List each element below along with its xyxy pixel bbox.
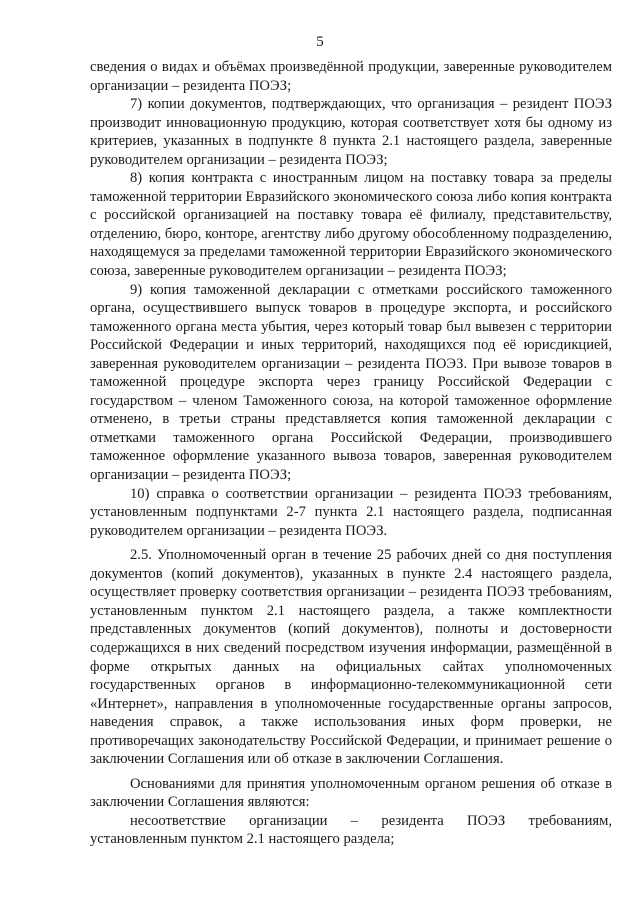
paragraph-item-9: 9) копия таможенной декларации с отметками российского таможенного органа, осуществившего выпуск товаров в процедуре экспорта, и российского таможенного органа места убытия, через который товар был вывезен с территории Российской Федерации и иных территорий, находящихся под её юрисдикцией, заверенная руководителем организации – резидента ПОЭЗ. При вывозе товаров в таможенной процедуре экспорта через границу Российской Федерации с государством – членом Таможенного союза, на которой таможенное оформление отменено, в третьи страны представляется копия таможенной декларации с отметками таможенного органа Российской Федерации, производившего таможенное оформление указанного вывоза товаров, заверенная руководителем организации – резидента ПОЭЗ; <box>90 281 612 484</box>
paragraph-section-2-5: 2.5. Уполномоченный орган в течение 25 рабочих дней со дня поступления документов (копий документов), указанных в пункте 2.4 настоящего раздела, осуществляет проверку соответствия организации – резидента ПОЭЗ требованиям, установленным пунктом 2.1 настоящего раздела, а также комплектности представленных документов (копий документов), полноты и достоверности содержащихся в них сведений посредством изучения информации, размещённой в форме открытых данных на официальных сайтах уполномоченных государственных органов в информационно-телекоммуникационной сети «Интернет», направления в уполномоченные государственные органы запросов, наведения справок, а также использования иных форм проверки, не противоречащих законодательству Российской Федерации, и принимает решение о заключении Соглашения или об отказе в заключении Соглашения. <box>90 547 612 768</box>
document-body <box>90 58 612 849</box>
page-number: 5 <box>316 34 324 50</box>
paragraph-continuation: сведения о видах и объёмах произведённой продукции, заверенные руководителем организации – резидента ПОЭЗ; <box>90 59 612 94</box>
paragraph-refusal-grounds: Основаниями для принятия уполномоченным органом решения об отказе в заключении Соглашения являются: <box>90 775 612 811</box>
paragraph-refusal-item: несоответствие организации – резидента ПОЭЗ требованиям, установленным пунктом 2.1 настоящего раздела; <box>90 812 612 848</box>
paragraph-item-10: 10) справка о соответствии организации – резидента ПОЭЗ требованиям, установленным подпунктами 2-7 пункта 2.1 настоящего раздела, подписанная руководителем организации – резидента ПОЭЗ. <box>90 485 612 539</box>
paragraph-item-7: 7) копии документов, подтверждающих, что организация – резидент ПОЭЗ производит инновационную продукцию, которая соответствует хотя бы одному из критериев, указанных в подпункте 8 пункта 2.1 настоящего раздела, заверенные руководителем организации – резидента ПОЭЗ; <box>90 96 612 168</box>
paragraph-item-8: 8) копия контракта с иностранным лицом на поставку товара за пределы таможенной территории Евразийского экономического союза либо копия контракта с российской организацией на поставку товара её филиалу, представительству, отделению, бюро, конторе, агентству либо другому обособленному подразделению, находящемуся за пределами таможенной территории Евразийского экономического союза, заверенные руководителем организации – резидента ПОЭЗ; <box>90 170 612 280</box>
